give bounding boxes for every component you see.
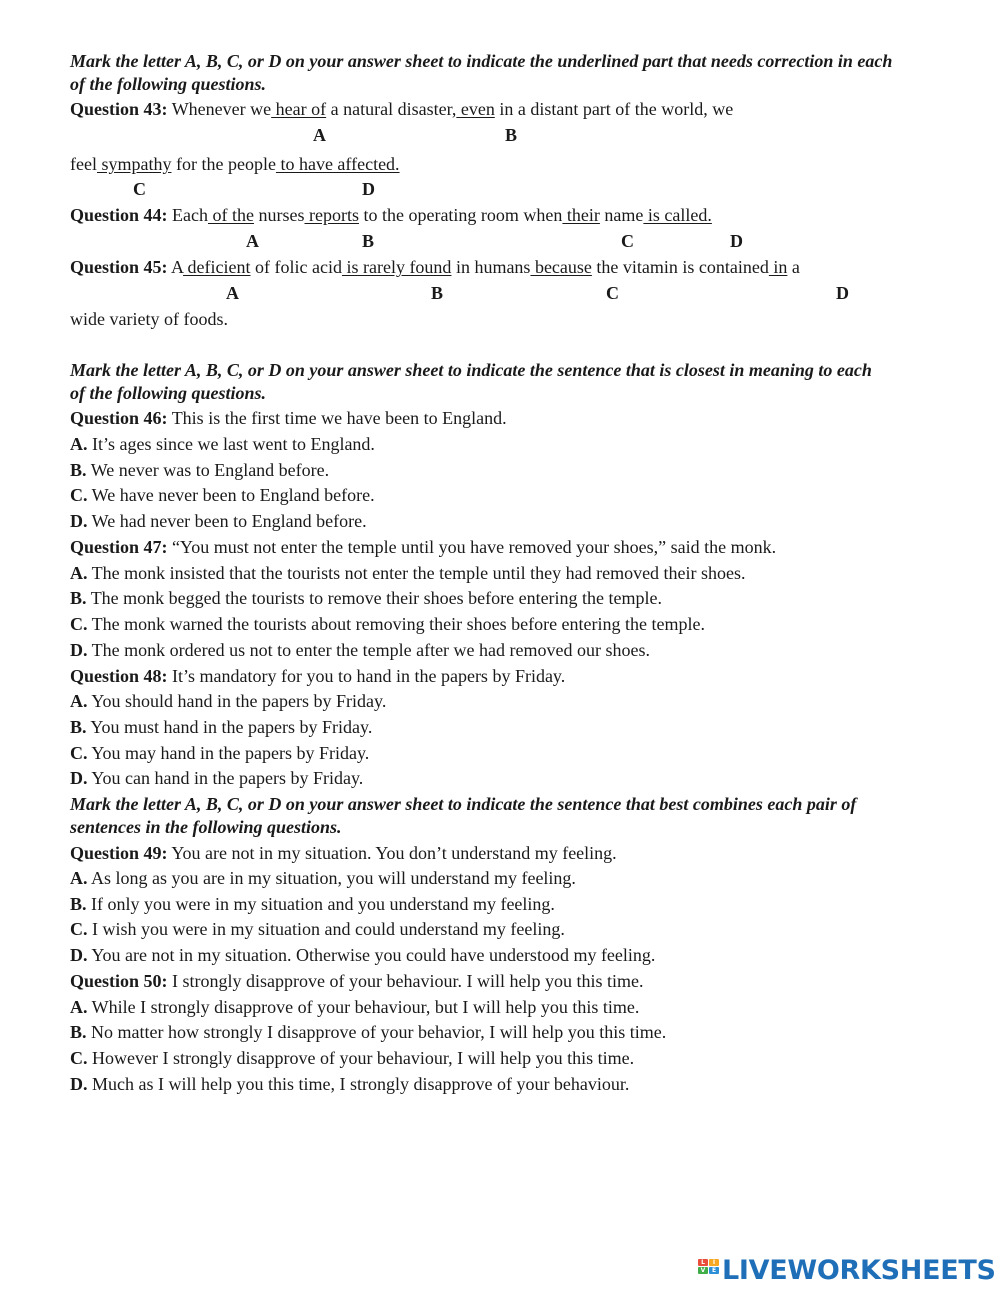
q45-underline-b: is rarely found [341,257,452,277]
option-text: However I strongly disapprove of your behaviour, I will help you this time. [87,1048,635,1068]
question-45-label: Question 45: [70,257,168,277]
logo-blocks-icon [698,1259,720,1283]
q44-letter-a: A [246,231,259,251]
section2-instruction-line2: of the following questions. [70,383,267,403]
question-48-option-d[interactable] [70,768,363,788]
question-45-text: A [167,257,184,277]
option-label: C. [70,1048,88,1068]
logo-wordmark: LIVEWORKSHEETS [722,1255,996,1286]
option-text: The monk insisted that the tourists not enter the temple until they had removed their shoes. [87,563,746,583]
question-45-text: the vitamin is contained [591,257,769,277]
question-47-option-a[interactable] [70,563,746,583]
question-50-option-d[interactable] [70,1074,629,1094]
q43-underline-b: even [456,99,495,119]
option-text: We never was to England before. [86,460,330,480]
option-text: The monk ordered us not to enter the temple after we had removed our shoes. [87,640,650,660]
q44-letter-c: C [621,231,634,251]
option-label: D. [70,1074,88,1094]
option-label: B. [70,894,87,914]
question-45-text: of folic acid [250,257,342,277]
q44-underline-b: reports [304,205,359,225]
question-46-option-a[interactable] [70,434,375,454]
question-50-stem [70,971,643,991]
q43-letter-c: C [133,179,146,199]
q45-underline-a: deficient [183,257,251,277]
q44-underline-c: their [562,205,600,225]
liveworksheets-logo[interactable] [698,1255,998,1287]
option-text: You may hand in the papers by Friday. [87,743,370,763]
option-text: As long as you are in my situation, you will understand my feeling. [87,868,576,888]
q43-underline-c: sympathy [96,154,172,174]
option-label: D. [70,511,88,531]
q45-underline-d: in [768,257,788,277]
question-49-text: You are not in my situation. You don’t understand my feeling. [167,843,617,863]
q45-letter-b: B [431,283,444,303]
q45-letter-c: C [606,283,619,303]
q44-letter-b: B [362,231,375,251]
option-label: A. [70,691,88,711]
option-text: The monk warned the tourists about removing their shoes before entering the temple. [87,614,706,634]
question-48-text: It’s mandatory for you to hand in the papers by Friday. [167,666,566,686]
q43-underline-d: to have affected. [275,154,400,174]
question-43-text: Whenever we [167,99,272,119]
option-label: A. [70,563,88,583]
q45-letter-d: D [836,283,849,303]
section1-instruction-line2: of the following questions. [70,74,267,94]
question-50-option-b[interactable] [70,1022,666,1042]
section1-instruction-line1: Mark the letter A, B, C, or D on your answer sheet to indicate the underlined part that needs correction in each [70,51,893,71]
question-44-text: nurses [253,205,305,225]
option-label: A. [70,997,88,1017]
option-text: We have never been to England before. [87,485,375,505]
question-45-text: in humans [451,257,531,277]
question-48-option-a[interactable] [70,691,386,711]
section3-instruction-line2: sentences in the following questions. [70,817,342,837]
option-text: If only you were in my situation and you understand my feeling. [86,894,555,914]
question-48-stem [70,666,565,686]
option-label: C. [70,919,88,939]
question-50-label: Question 50: [70,971,168,991]
option-text: You can hand in the papers by Friday. [87,768,364,788]
question-49-stem [70,843,617,863]
question-43-text: a natural disaster, [326,99,457,119]
q45-letter-a: A [226,283,239,303]
question-47-option-d[interactable] [70,640,650,660]
question-46-label: Question 46: [70,408,168,428]
option-label: C. [70,485,88,505]
question-48-option-c[interactable] [70,743,369,763]
section2-instruction-line1: Mark the letter A, B, C, or D on your answer sheet to indicate the sentence that is closest in meaning to each [70,360,872,380]
question-48-option-b[interactable] [70,717,372,737]
question-43-line2 [70,154,400,174]
option-label: D. [70,640,88,660]
q45-underline-c: because [530,257,592,277]
option-text: You should hand in the papers by Friday. [87,691,387,711]
question-44-label: Question 44: [70,205,168,225]
question-43-text: feel [70,154,97,174]
question-50-text: I strongly disapprove of your behaviour. I will help you this time. [167,971,644,991]
question-47-stem [70,537,776,557]
question-44-text: to the operating room when [358,205,563,225]
question-47-text: “You must not enter the temple until you have removed your shoes,” said the monk. [167,537,777,557]
question-45-line2: wide variety of foods. [70,309,228,329]
option-text: We had never been to England before. [87,511,367,531]
option-label: D. [70,768,88,788]
option-label: B. [70,588,87,608]
q43-underline-a: hear of [271,99,327,119]
option-text: You must hand in the papers by Friday. [86,717,373,737]
question-43-line1 [70,99,733,119]
question-46-option-d[interactable] [70,511,367,531]
option-label: A. [70,868,88,888]
option-label: C. [70,614,88,634]
q44-underline-d: is called. [643,205,712,225]
option-label: B. [70,460,87,480]
option-label: A. [70,434,88,454]
question-44-text: Each [167,205,208,225]
question-44-line1 [70,205,712,225]
option-label: C. [70,743,88,763]
question-49-label: Question 49: [70,843,168,863]
q43-letter-a: A [313,125,326,145]
logo-block: V [698,1267,708,1274]
q43-letter-b: B [505,125,518,145]
logo-block: E [709,1267,719,1274]
q44-letter-d: D [730,231,743,251]
question-43-text: for the people [171,154,276,174]
question-47-option-b[interactable] [70,588,662,608]
option-text: Much as I will help you this time, I strongly disapprove of your behaviour. [87,1074,630,1094]
question-45-text: a [787,257,800,277]
option-label: D. [70,945,88,965]
question-46-stem [70,408,507,428]
logo-block: L [698,1259,708,1266]
question-47-label: Question 47: [70,537,168,557]
question-49-option-a[interactable] [70,868,576,888]
question-44-text: name [599,205,644,225]
question-49-option-d[interactable] [70,945,655,965]
question-46-option-c[interactable] [70,485,375,505]
option-label: B. [70,1022,87,1042]
question-46-text: This is the first time we have been to England. [167,408,507,428]
q44-underline-a: of the [208,205,254,225]
option-text: It’s ages since we last went to England. [87,434,375,454]
question-49-option-b[interactable] [70,894,555,914]
question-43-text: in a distant part of the world, we [494,99,734,119]
option-text: I wish you were in my situation and could understand my feeling. [87,919,565,939]
question-50-option-a[interactable] [70,997,639,1017]
question-43-label: Question 43: [70,99,168,119]
question-49-option-c[interactable] [70,919,565,939]
option-text: You are not in my situation. Otherwise you could have understood my feeling. [87,945,656,965]
question-47-option-c[interactable] [70,614,705,634]
section3-instruction-line1: Mark the letter A, B, C, or D on your answer sheet to indicate the sentence that best combines each pair of [70,794,857,814]
option-text: No matter how strongly I disapprove of your behavior, I will help you this time. [86,1022,667,1042]
question-46-option-b[interactable] [70,460,329,480]
question-48-label: Question 48: [70,666,168,686]
logo-block: I [709,1259,719,1266]
q43-letter-d: D [362,179,375,199]
option-text: The monk begged the tourists to remove their shoes before entering the temple. [86,588,663,608]
option-label: B. [70,717,87,737]
option-text: While I strongly disapprove of your behaviour, but I will help you this time. [87,997,640,1017]
question-50-option-c[interactable] [70,1048,634,1068]
question-45-line1 [70,257,800,277]
